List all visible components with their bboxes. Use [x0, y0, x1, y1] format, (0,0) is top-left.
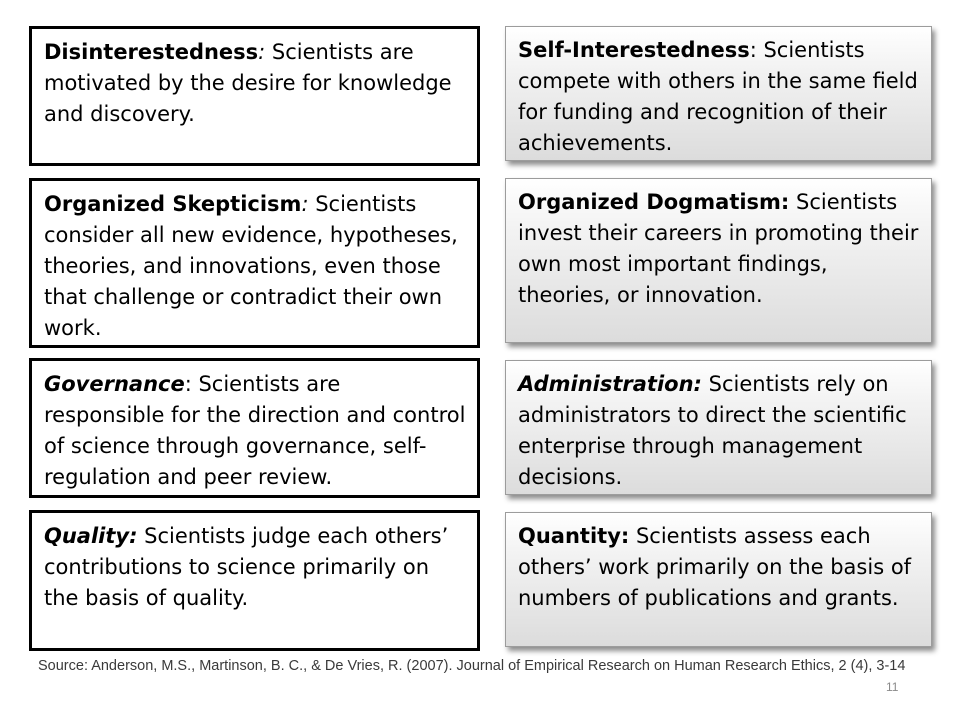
norm-box-governance: [29, 358, 480, 498]
counternorm-description: Scientists assess each others’ work primarily on the basis of numbers of publications and grants.: [518, 524, 912, 610]
counternorm-box-administration: [505, 360, 932, 495]
counternorm-term: Self-Interestedness: [518, 38, 750, 62]
counternorm-box-organized-dogmatism: [505, 178, 932, 343]
counternorm-colon: :: [749, 38, 757, 62]
norm-text: [44, 521, 467, 614]
norm-box-organized-skepticism: [29, 178, 480, 348]
norm-term: Quality:: [44, 524, 138, 548]
counternorm-text: [518, 521, 921, 614]
counternorm-box-quantity: [505, 512, 932, 647]
norm-colon: :: [301, 192, 309, 216]
norm-description: Scientists are motivated by the desire for knowledge and discovery.: [44, 40, 452, 126]
counternorm-term: Organized Dogmatism:: [518, 190, 790, 214]
norm-description: Scientists are responsible for the direction and control of science through governance, self-regulation and peer review.: [44, 372, 466, 489]
counternorm-text: [518, 369, 921, 493]
source-citation: Source: Anderson, M.S., Martinson, B. C., & De Vries, R. (2007). Journal of Empirical Research on Human Research Ethics, 2 (4), 3-14: [38, 658, 906, 674]
norm-box-quality: [29, 510, 480, 651]
norm-colon: :: [184, 372, 192, 396]
norm-text: [44, 37, 467, 130]
norm-colon: :: [258, 40, 266, 64]
counternorm-text: [518, 35, 921, 159]
norm-term: Governance: [44, 372, 185, 396]
norm-description: Scientists judge each others’ contributions to science primarily on the basis of quality.: [44, 524, 449, 610]
counternorm-description: Scientists compete with others in the same field for funding and recognition of their achievements.: [518, 38, 918, 155]
counternorm-term: Administration:: [518, 372, 702, 396]
counternorm-text: [518, 187, 921, 311]
counternorm-box-self-interestedness: [505, 26, 932, 161]
norm-term: Disinterestedness: [44, 40, 259, 64]
counternorm-description: Scientists invest their careers in promoting their own most important findings, theories, or innovation.: [518, 190, 919, 307]
norm-box-disinterestedness: [29, 26, 480, 166]
norm-text: [44, 369, 467, 493]
counternorm-term: Quantity:: [518, 524, 630, 548]
norm-text: [44, 189, 467, 344]
page-number: 11: [886, 680, 899, 694]
counternorm-description: Scientists rely on administrators to direct the scientific enterprise through management decisions.: [518, 372, 907, 489]
norm-description: Scientists consider all new evidence, hypotheses, theories, and innovations, even those that challenge or contradict their own work.: [44, 192, 458, 340]
norm-term: Organized Skepticism: [44, 192, 302, 216]
